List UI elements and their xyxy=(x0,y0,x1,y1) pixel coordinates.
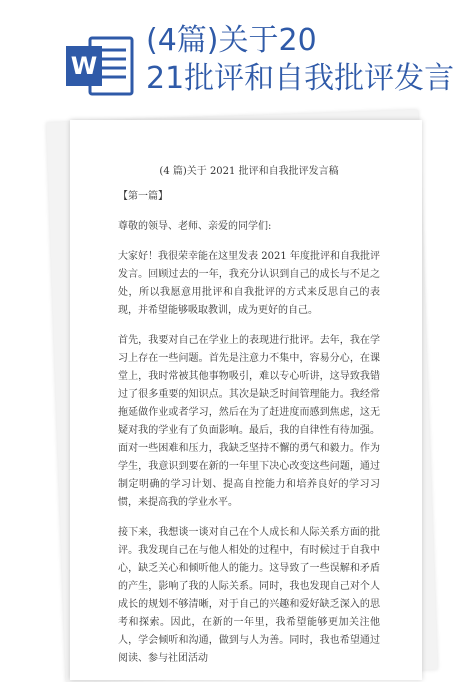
title-line-2: 21批评和自我批评发言 xyxy=(146,61,455,96)
word-document-icon xyxy=(64,34,136,98)
title-line-1: (4篇)关于20 xyxy=(146,23,317,58)
page-content xyxy=(118,162,380,680)
paragraph-greeting: 尊敬的领导、老师、亲爱的同学们: xyxy=(118,221,272,232)
document-page xyxy=(70,120,422,680)
paragraph-intro: 大家好！我很荣幸能在这里发表 2021 年度批评和自我批评发言。回顾过去的一年，我充分认识到自己的成长与不足之处，所以我愿意用批评和自我批评的方式来反思自己的表现，并希望能够吸取教训，成为更好的自己。 xyxy=(118,251,380,316)
page-heading: (4 篇)关于 2021 批评和自我批评发言稿 xyxy=(159,166,339,177)
paragraph-study: 首先，我要对自己在学业上的表现进行批评。去年，我在学习上存在一些问题。首先是注意力不集中，容易分心，在课堂上，我时常被其他事物吸引，难以专心听讲，这导致我错过了很多重要的知识点。其次是缺乏时间管理能力。我经常拖延做作业或者学习，然后在为了赶进度而感到焦虑，这无疑对我的学业有了负面影响。最后，我的自律性有待加强。面对一些困难和压力，我缺乏坚持不懈的勇气和毅力。作为学生，我意识到要在新的一年里下决心改变这些问题，通过制定明确的学习计划、提高自控能力和培养良好的学习习惯，来提高我的学业水平。 xyxy=(118,335,380,508)
paragraph-growth: 接下来，我想谈一谈对自己在个人成长和人际关系方面的批评。我发现自己在与他人相处的过程中，有时候过于自我中心，缺乏关心和倾听他人的能力。这导致了一些误解和矛盾的产生，影响了我的人际关系。同时，我也发现自己对个人成长的规划不够清晰，对于自己的兴趣和爱好缺乏深入的思考和探索。因此，在新的一年里，我希望能够更加关注他人，学会倾听和沟通，做到与人为善。同时，我也希望通过阅读、参与社团活动 xyxy=(118,527,380,664)
document-title xyxy=(146,22,454,98)
section-mark: 【第一篇】 xyxy=(118,191,168,202)
word-icon-letter: W xyxy=(70,52,98,80)
